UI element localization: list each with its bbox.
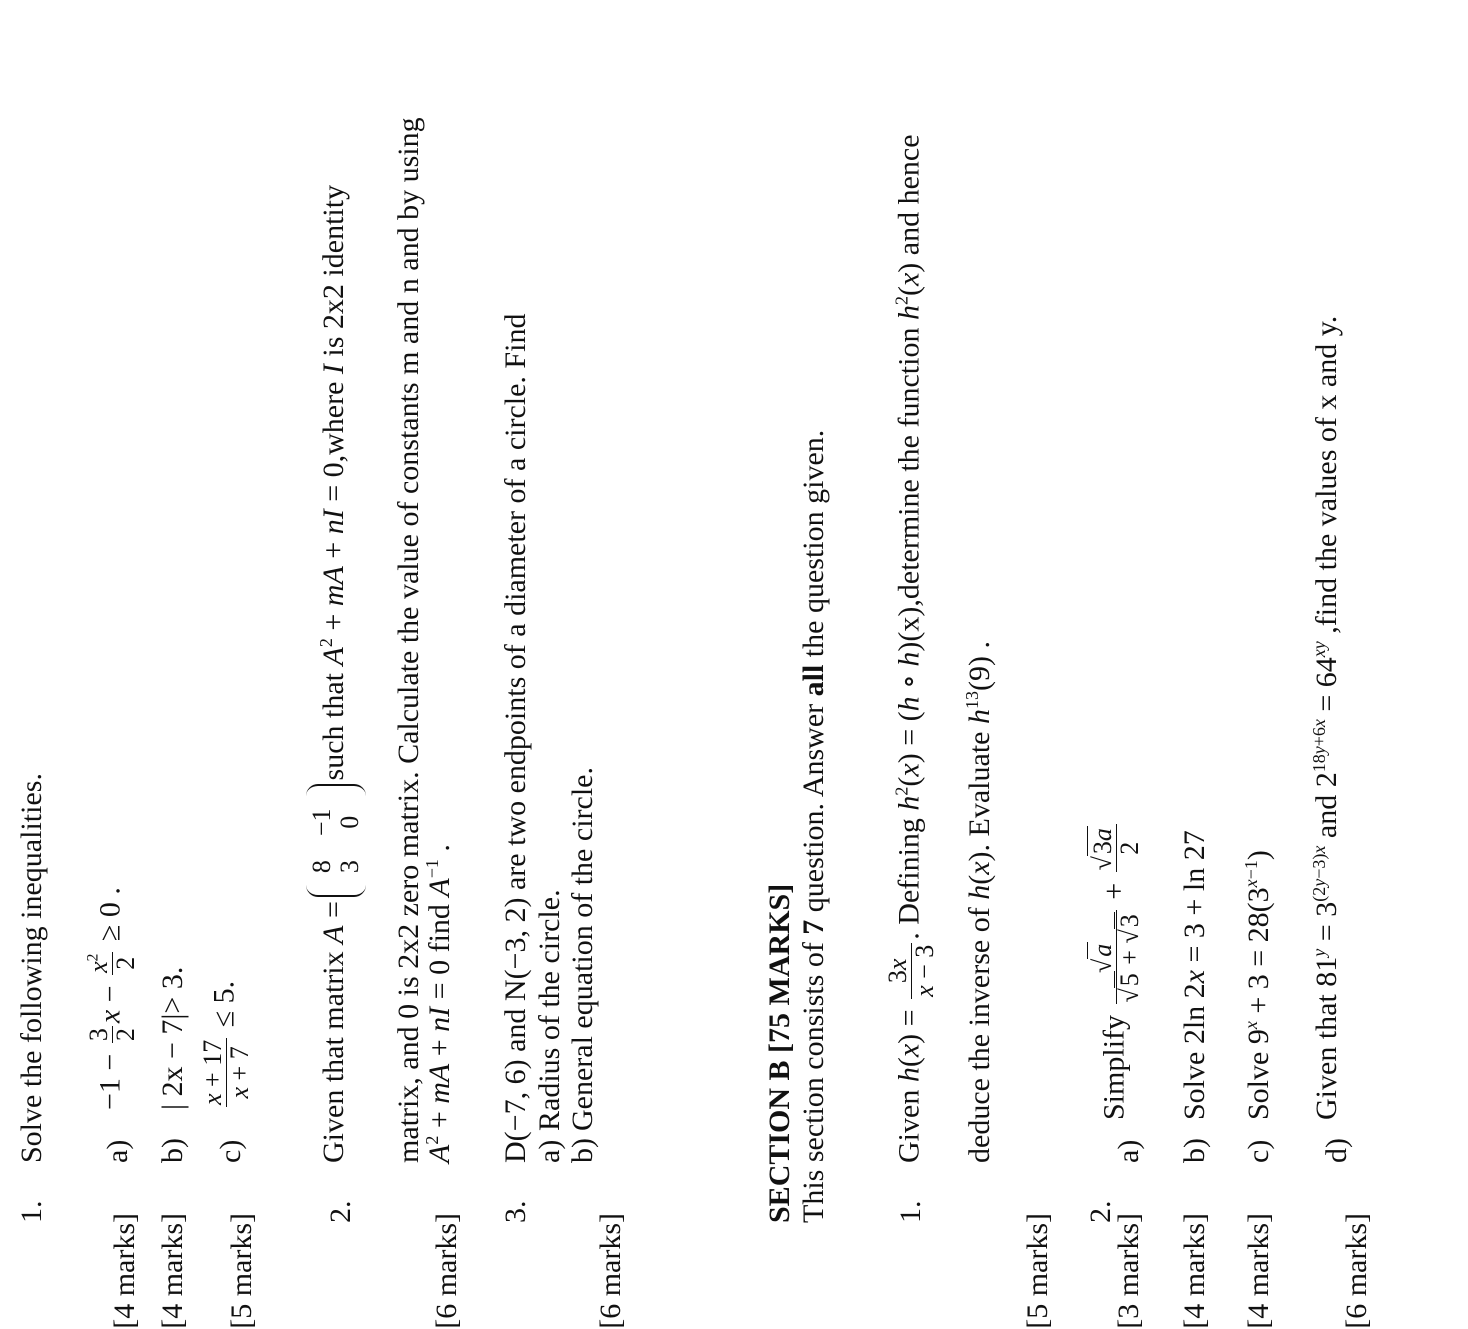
circle-question: D(−7, 6) and N(−3, 2) are two endpoints of a diameter of a circle. Find <box>499 313 532 1163</box>
text: Solve <box>1178 1051 1211 1120</box>
question-number: 1. <box>894 1200 927 1223</box>
text: question. Answer <box>797 696 830 920</box>
part-label: c) <box>214 1139 247 1163</box>
part-label: a) <box>101 1139 134 1163</box>
text: Given <box>892 1089 926 1163</box>
text: deduce the inverse of <box>963 907 996 1163</box>
matrix-question-line3: $A^2$ + mA + nI = 0 find $A^{-1}$ . <box>422 844 456 1163</box>
text: and <box>499 1008 532 1052</box>
question-number: 1. <box>15 1200 48 1223</box>
text: the question given. <box>797 429 830 665</box>
part-label: c) <box>1242 1139 1275 1163</box>
text: all <box>797 664 830 697</box>
part-label: b) <box>156 1138 189 1163</box>
marks: [4 marks] <box>108 1213 141 1329</box>
text: 7 <box>797 919 830 935</box>
matrix-question-line1: Given that matrix A = 8 −1 3 0 such that $A^2$ + mA + nI = 0,where I is 2x2 identity <box>307 184 364 1163</box>
equation-b: Solve 2ln 2x = 3 + ln 27 <box>1178 830 1211 1120</box>
question-number: 2. <box>324 1200 357 1223</box>
text: Simplify <box>1097 1014 1131 1120</box>
text: Solve <box>1242 1051 1275 1120</box>
text: such that <box>316 672 350 781</box>
equation-d: Given that $81^y = 3^{(2y-3)x}$ and $2^{18y+6x} = 64^{xy}$ ,find the values of x and y. <box>1309 315 1343 1120</box>
text: is 2x2 identity <box>316 184 350 357</box>
marks: [4 marks] <box>1242 1213 1275 1329</box>
text: find <box>423 904 456 953</box>
section-b-instruction <box>799 430 829 1223</box>
marks: [5 marks] <box>1021 1213 1054 1329</box>
text: and <box>1310 794 1343 839</box>
text: . Evaluate <box>963 731 996 852</box>
marks: [6 marks] <box>430 1213 463 1329</box>
text: This section consists of <box>797 934 830 1223</box>
marks: [6 marks] <box>1340 1213 1373 1329</box>
part-label: d) <box>1320 1138 1353 1163</box>
inequality-a: −1 − 3 2 x − $x^2$ 2 ≥ 0 . <box>84 887 140 1110</box>
text: Given that <box>1310 994 1343 1120</box>
section-b-heading: SECTION B [75 MARKS] <box>763 883 796 1223</box>
marks: [3 marks] <box>1112 1213 1145 1329</box>
text: are two endpoints of a diameter of a circle. Find <box>499 313 532 891</box>
inequality-b: | 2x − 7|> 3. <box>156 966 189 1110</box>
part-text: General equation of the circle. <box>566 767 599 1131</box>
inequality-c: x + 17 x + 7 ≤ 5. <box>198 980 254 1105</box>
marks: [4 marks] <box>1178 1213 1211 1329</box>
text: ,find the values of x and y. <box>1310 315 1343 634</box>
text: . Defining <box>892 818 926 940</box>
question-number: 3. <box>499 1200 532 1223</box>
equation-c: Solve $9^x + 3 = 28(3^{x-1})$ <box>1241 850 1275 1120</box>
matrix-a: 8 −1 3 0 <box>306 784 366 897</box>
simplify-expression: Simplify √a √5 + √3 + √3a 2 <box>1090 821 1143 1120</box>
part-label: a) <box>1112 1139 1145 1163</box>
part-text: Radius of the circle. <box>533 889 566 1131</box>
question-number: 2. <box>1084 1200 1117 1223</box>
function-question-line1: Given h(x) = 3x x − 3 . Defining $h^2(x) = (h$ ∘ h)(x),determine the function $h^2(x)$ and hence <box>883 134 939 1163</box>
function-question-line2: deduce the inverse of h(x). Evaluate $h^{13}(9)$ . <box>962 641 996 1163</box>
part-label: a) <box>533 1139 566 1163</box>
text: ,determine the function <box>892 327 926 607</box>
text: Given that matrix <box>316 951 350 1163</box>
marks: [5 marks] <box>225 1213 258 1329</box>
text: and hence <box>892 134 926 256</box>
part-label: b) <box>566 1138 599 1163</box>
part-label: b) <box>1178 1138 1211 1163</box>
question-stem: Solve the following inequalities. <box>15 773 48 1163</box>
text: ,where <box>316 381 350 463</box>
marks: [6 marks] <box>594 1213 627 1329</box>
matrix-question-line2: matrix, and 0 is 2x2 zero matrix. Calculate the value of constants m and n and by using <box>392 117 425 1163</box>
marks: [4 marks] <box>156 1213 189 1329</box>
